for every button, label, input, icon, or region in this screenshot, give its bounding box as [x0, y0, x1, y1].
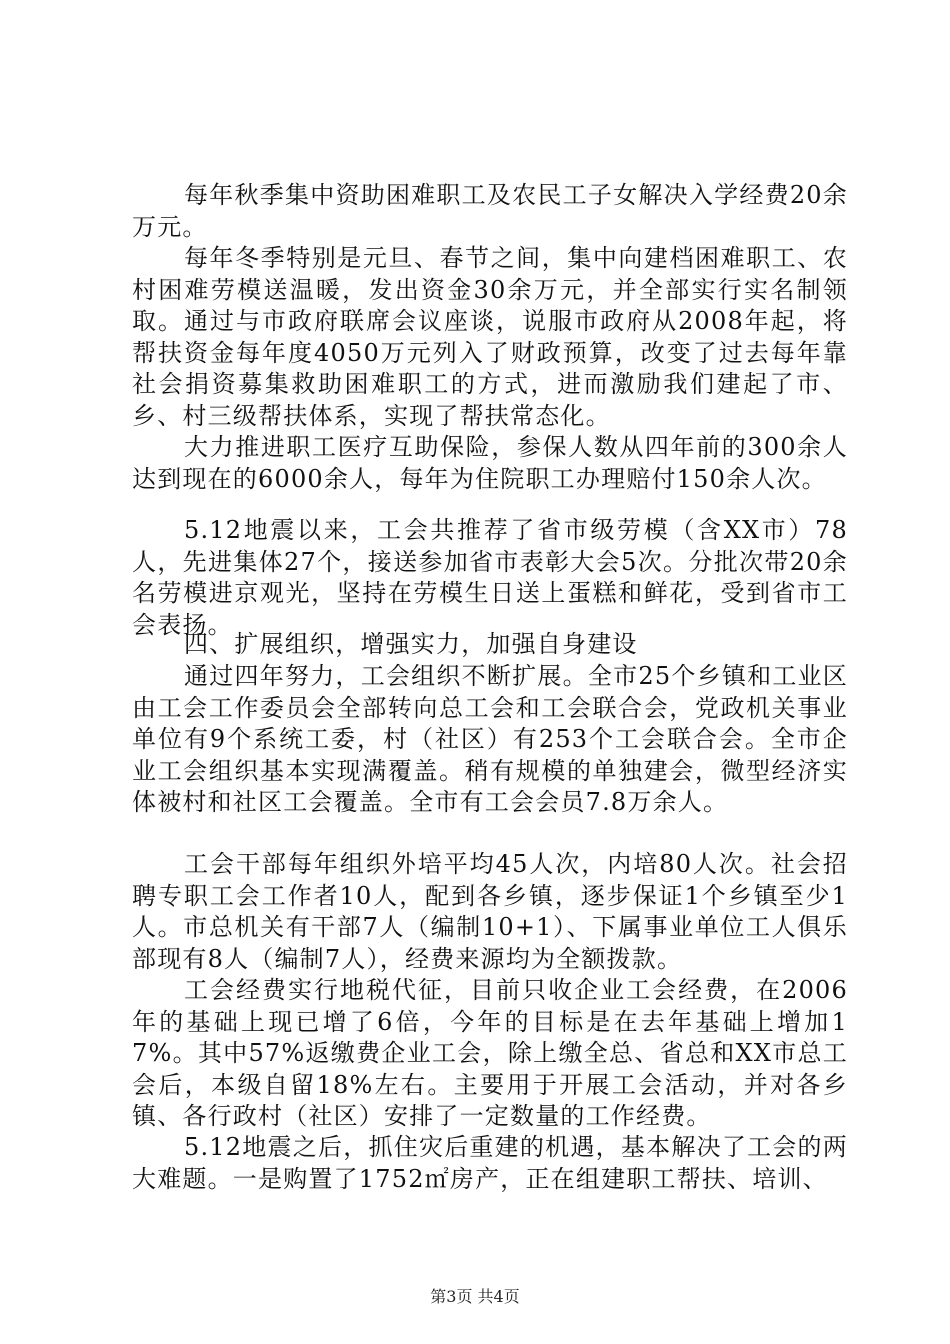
paragraph-reconstruction: 5.12地震之后，抓住灾后重建的机遇，基本解决了工会的两大难题。一是购置了1752㎡房产，正在组建职工帮扶、培训、 — [132, 1133, 848, 1193]
paragraph-medical-insurance: 大力推进职工医疗互助保险，参保人数从四年前的300余人达到现在的6000余人，每年为住院职工办理赔付150余人次。 — [132, 433, 848, 493]
page-number-footer: 第3页 共4页 — [430, 1287, 520, 1306]
paragraph-tuition-aid: 每年秋季集中资助困难职工及农民工子女解决入学经费20余万元。 — [132, 181, 848, 241]
paragraph-model-workers: 5.12地震以来，工会共推荐了省市级劳模（含XX市）78人，先进集体27个，接送参加省市表彰大会5次。分批次带20余名劳模进京观光，坚持在劳模生日送上蛋糕和鲜花，受到省市工会表扬。 — [132, 516, 848, 639]
paragraph-union-funds: 工会经费实行地税代征，目前只收企业工会经费，在2006年的基础上现已增了6倍，今年的目标是在去年基础上增加17%。其中57%返缴费企业工会，除上缴全总、省总和XX市总工会后，本级自留18%左右。主要用于开展工会活动，并对各乡镇、各行政村（社区）安排了一定数量的工作经费。 — [132, 976, 848, 1130]
paragraph-organization-expansion: 通过四年努力，工会组织不断扩展。全市25个乡镇和工业区由工会工作委员会全部转向总工会和工会联合会，党政机关事业单位有9个系统工委，村（社区）有253个工会联合会。全市企业工会组织基本实现满覆盖。稍有规模的单独建会，微型经济实体被村和社区工会覆盖。全市有工会会员7.8万余人。 — [132, 662, 848, 816]
paragraph-winter-relief: 每年冬季特别是元旦、春节之间，集中向建档困难职工、农村困难劳模送温暖，发出资金30余万元，并全部实行实名制领取。通过与市政府联席会议座谈，说服市政府从2008年起，将帮扶资金每年度4050万元列入了财政预算，改变了过去每年靠社会捐资募集救助困难职工的方式，进而激励我们建起了市、乡、村三级帮扶体系，实现了帮扶常态化。 — [132, 244, 848, 430]
paragraph-cadre-training: 工会干部每年组织外培平均45人次，内培80人次。社会招聘专职工会工作者10人，配到各乡镇，逐步保证1个乡镇至少1人。市总机关有干部7人（编制10+1）、下属事业单位工人俱乐部现有8人（编制7人），经费来源均为全额拨款。 — [132, 850, 848, 973]
section-heading-organization: 四、扩展组织，增强实力，加强自身建设 — [184, 630, 638, 658]
